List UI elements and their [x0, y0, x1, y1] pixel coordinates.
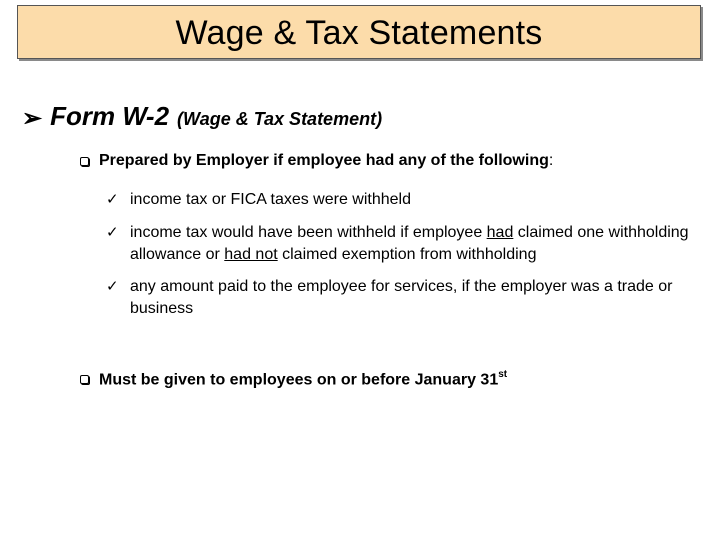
check-item-1 [106, 189, 696, 211]
square-bullet-icon [80, 375, 89, 384]
check-text: any amount paid to the employee for services, if the employer was a trade or business [130, 278, 673, 317]
checkmark-icon: ✓ [106, 224, 119, 241]
heading-main: Form W-2 [50, 101, 170, 131]
bullet-prepared-by [80, 152, 553, 170]
text-part: income tax would have been withheld if employee [130, 224, 487, 241]
heading-form-w2 [22, 101, 382, 132]
bullet-text [99, 152, 553, 170]
title-box [17, 5, 701, 59]
checkmark-icon: ✓ [106, 278, 119, 295]
text-part: claimed one withholding allowance or [130, 224, 689, 263]
bullet-due-date [80, 370, 507, 389]
underlined-text: had [486, 224, 514, 241]
arrow-bullet-icon: ➢ [22, 105, 43, 132]
bullet-label: Prepared by Employer if employee had any of the following [99, 152, 549, 169]
text-part: claimed exemption from withholding [277, 246, 537, 263]
underlined-text: had not [224, 246, 278, 263]
bullet-colon: : [548, 152, 554, 169]
square-bullet-icon [80, 157, 89, 166]
superscript: st [498, 369, 508, 380]
checkmark-icon: ✓ [106, 191, 119, 208]
check-text: income tax or FICA taxes were withheld [130, 191, 412, 208]
bullet-label: Must be given to employees on or before January 31 [99, 371, 499, 389]
check-item-3 [106, 276, 696, 320]
check-item-2 [106, 222, 696, 266]
check-text [130, 222, 696, 266]
slide-title: Wage & Tax Statements [175, 13, 543, 52]
bullet-text [99, 370, 507, 389]
heading-sub: (Wage & Tax Statement) [177, 109, 383, 129]
